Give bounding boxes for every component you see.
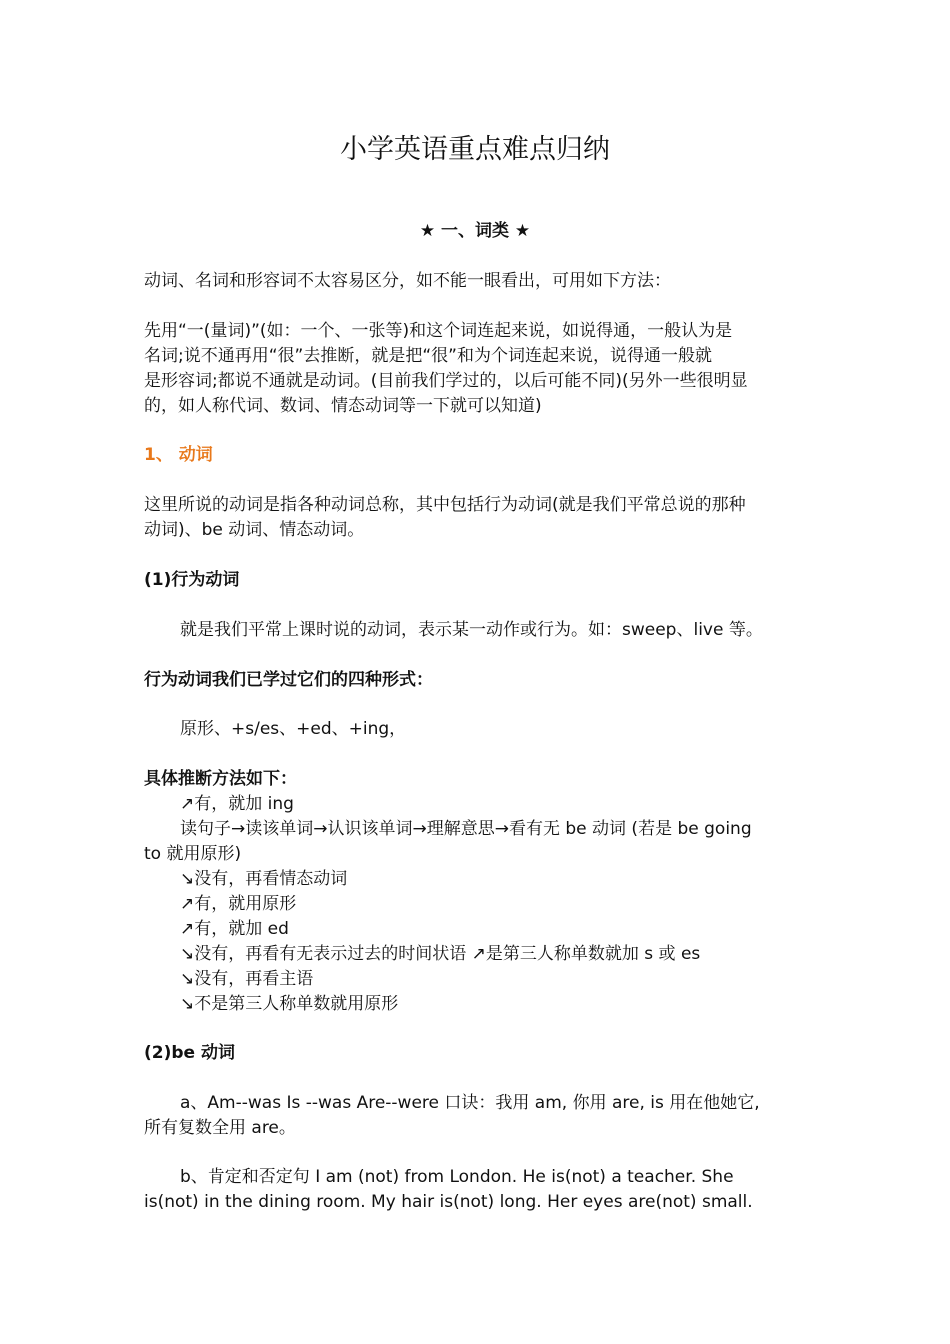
method-line: 的，如人称代词、数词、情态动词等一下就可以知道) (144, 396, 542, 416)
judge-method-flow (144, 792, 804, 1017)
judge-step: to 就用原形) (144, 844, 242, 864)
judge-step: ↘没有，再看有无表示过去的时间状语 ↗是第三人称单数就加 s 或 es (180, 944, 701, 964)
verb-forms-heading: 行为动词我们已学过它们的四种形式： (144, 670, 433, 690)
be-verbs-heading: (2)be 动词 (144, 1043, 235, 1063)
action-verbs-description: 就是我们平常上课时说的动词，表示某一动作或行为。如：sweep、live 等。 (180, 620, 763, 640)
judge-step: ↘没有，再看情态动词 (180, 869, 348, 889)
verbs-description (144, 493, 804, 543)
method-line: 先用“一(量词)”(如：一个、一张等)和这个词连起来说，如说得通，一般认为是 (144, 321, 733, 341)
method-paragraph (144, 319, 804, 419)
intro-paragraph: 动词、名词和形容词不太容易区分，如不能一眼看出，可用如下方法： (144, 271, 671, 291)
section-heading-word-classes: ★ 一、词类 ★ (419, 221, 531, 241)
be-verbs-a-line: a、Am--was Is --was Are--were 口诀：我用 am, 你用 are, is 用在他她它, (180, 1093, 760, 1113)
document-title: 小学英语重点难点归纳 (340, 134, 610, 165)
be-verbs-a-line: 所有复数全用 are。 (144, 1118, 296, 1138)
judge-step: ↘没有，再看主语 (180, 969, 314, 989)
be-verbs-point-a (144, 1091, 804, 1141)
verbs-description-line: 这里所说的动词是指各种动词总称，其中包括行为动词(就是我们平常总说的那种 (144, 495, 746, 515)
verb-forms: 原形、+s/es、+ed、+ing， (180, 719, 407, 739)
method-line: 名词;说不通再用“很”去推断，就是把“很”和为个词连起来说，说得通一般就 (144, 346, 712, 366)
be-verbs-b-line: is(not) in the dining room. My hair is(not) long. Her eyes are(not) small. (144, 1192, 753, 1212)
verbs-description-line: 动词)、be 动词、情态动词。 (144, 520, 365, 540)
verbs-heading: 1、 动词 (144, 445, 213, 465)
action-verbs-heading: (1)行为动词 (144, 570, 240, 590)
judge-step: ↗有，就用原形 (180, 894, 297, 914)
be-verbs-b-line: b、肯定和否定句 I am (not) from London. He is(not) a teacher. She (180, 1167, 734, 1187)
be-verbs-point-b (144, 1165, 804, 1215)
judge-method-heading: 具体推断方法如下： (144, 769, 297, 789)
judge-step: 读句子→读该单词→认识该单词→理解意思→看有无 be 动词 (若是 be going (180, 819, 752, 839)
judge-step: ↗有，就加 ing (180, 794, 294, 814)
method-line: 是形容词;都说不通就是动词。(目前我们学过的，以后可能不同)(另外一些很明显 (144, 371, 748, 391)
judge-step: ↗有，就加 ed (180, 919, 289, 939)
judge-step: ↘不是第三人称单数就用原形 (180, 994, 399, 1014)
